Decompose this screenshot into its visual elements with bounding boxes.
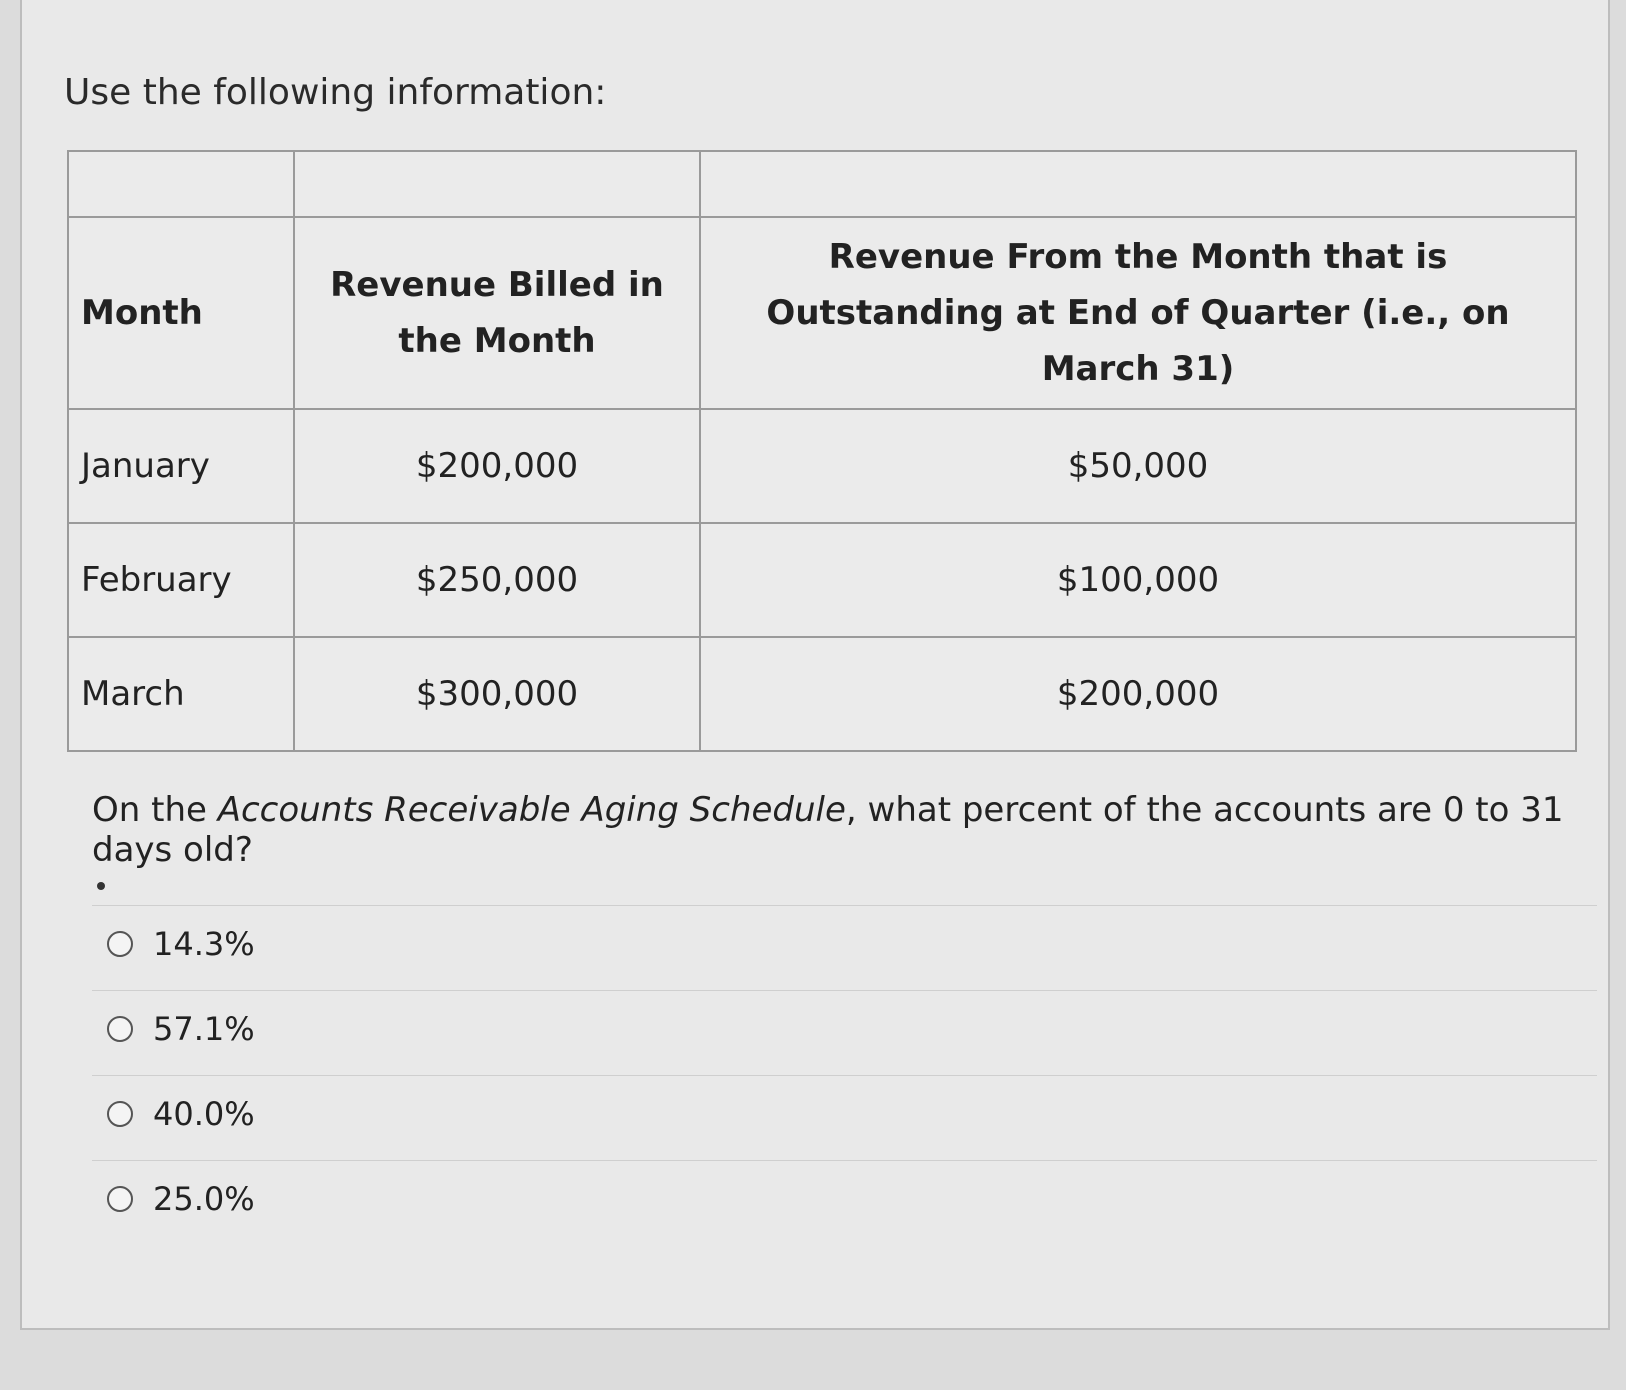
option-divider	[92, 990, 1597, 991]
header-month: Month	[68, 217, 294, 409]
cell-month: February	[68, 523, 294, 637]
radio-button[interactable]	[107, 1016, 133, 1042]
blank-cell	[700, 151, 1576, 217]
cell-revenue: $250,000	[294, 523, 700, 637]
option-label: 25.0%	[153, 1180, 255, 1218]
answer-option[interactable]	[107, 1010, 255, 1048]
option-divider	[92, 905, 1597, 906]
option-label: 14.3%	[153, 925, 255, 963]
bullet-dot	[97, 882, 105, 890]
answer-option[interactable]	[107, 1095, 255, 1133]
blank-cell	[68, 151, 294, 217]
cell-outstanding: $200,000	[700, 637, 1576, 751]
cell-revenue: $200,000	[294, 409, 700, 523]
table-row	[68, 409, 1576, 523]
cell-outstanding: $50,000	[700, 409, 1576, 523]
cell-month: January	[68, 409, 294, 523]
table-blank-row	[68, 151, 1576, 217]
option-label: 57.1%	[153, 1010, 255, 1048]
cell-revenue: $300,000	[294, 637, 700, 751]
question-panel	[20, 0, 1610, 1330]
radio-button[interactable]	[107, 1101, 133, 1127]
header-revenue-billed: Revenue Billed in the Month	[294, 217, 700, 409]
option-label: 40.0%	[153, 1095, 255, 1133]
option-divider	[92, 1160, 1597, 1161]
option-divider	[92, 1075, 1597, 1076]
radio-button[interactable]	[107, 931, 133, 957]
header-revenue-outstanding: Revenue From the Month that is Outstanding at End of Quarter (i.e., on March 31)	[700, 217, 1576, 409]
blank-cell	[294, 151, 700, 217]
question-prefix: On the	[92, 790, 218, 830]
question-suffix: , what percent of the accounts are 0 to 31 days old?	[92, 790, 1564, 870]
table-header-row	[68, 217, 1576, 409]
intro-text: Use the following information:	[64, 72, 607, 113]
cell-month: March	[68, 637, 294, 751]
revenue-table	[67, 150, 1577, 752]
radio-button[interactable]	[107, 1186, 133, 1212]
question-emphasis: Accounts Receivable Aging Schedule	[217, 790, 846, 830]
table-row	[68, 637, 1576, 751]
cell-outstanding: $100,000	[700, 523, 1576, 637]
question-text	[92, 790, 1608, 870]
answer-option[interactable]	[107, 925, 255, 963]
answer-option[interactable]	[107, 1180, 255, 1218]
table-row	[68, 523, 1576, 637]
